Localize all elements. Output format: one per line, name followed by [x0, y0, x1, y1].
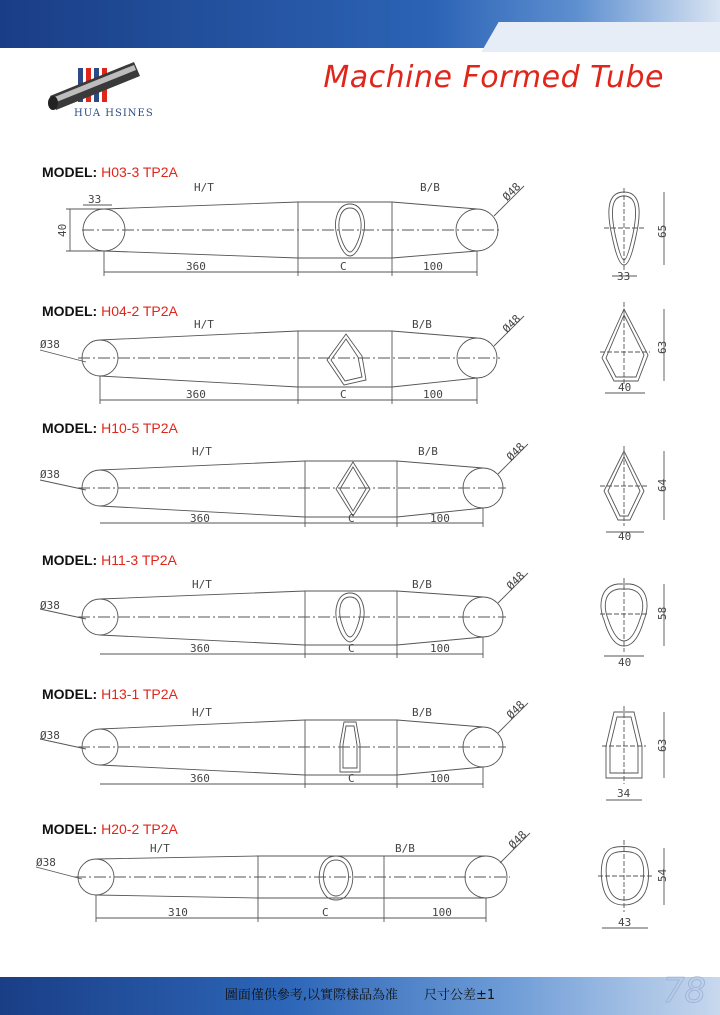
section-h-2: 63	[656, 340, 669, 354]
dia-left-5: Ø38	[40, 729, 60, 742]
dia-right-3: Ø48	[504, 440, 528, 464]
len1-3: 360	[190, 512, 210, 525]
section-w-2: 40	[618, 381, 632, 394]
len1-1: 360	[186, 260, 206, 273]
len2-1: C	[340, 260, 347, 273]
tube-drawing-2	[40, 312, 524, 404]
len3-4: 100	[430, 642, 450, 655]
ht-label-5: H/T	[192, 706, 212, 719]
left-extra-1: 33	[88, 193, 102, 206]
ht-label-6: H/T	[150, 842, 170, 855]
tube-drawing-3	[40, 440, 528, 527]
cross-section-4	[600, 578, 669, 669]
section-w-1: 33	[617, 270, 631, 283]
len3-2: 100	[423, 388, 443, 401]
len3-6: 100	[432, 906, 452, 919]
len2-5: C	[348, 772, 355, 785]
bb-label-4: B/B	[412, 578, 432, 591]
section-h-6: 54	[656, 868, 669, 882]
ht-label-4: H/T	[192, 578, 212, 591]
dia-right-6: Ø48	[506, 828, 530, 852]
ht-label-2: H/T	[194, 318, 214, 331]
section-w-3: 40	[618, 530, 632, 543]
section-w-5: 34	[617, 787, 631, 800]
bb-label-2: B/B	[412, 318, 432, 331]
footer-note: 圖面僅供參考,以實際樣品為准 尺寸公差±1	[224, 988, 496, 1003]
dia-right-5: Ø48	[504, 698, 528, 722]
model-label-1: MODEL: H03-3 TP2A	[42, 164, 178, 180]
brand-name: HUA HSINES	[74, 108, 154, 119]
model-label-5: MODEL: H13-1 TP2A	[42, 686, 178, 702]
dia-left-3: Ø38	[40, 468, 60, 481]
len3-5: 100	[430, 772, 450, 785]
page-number: 78	[662, 971, 706, 1011]
len2-6: C	[322, 906, 329, 919]
section-h-5: 63	[656, 738, 669, 752]
dia-left-6: Ø38	[36, 856, 56, 869]
dia-right-2: Ø48	[500, 312, 524, 336]
model-label-3: MODEL: H10-5 TP2A	[42, 420, 178, 436]
len1-2: 360	[186, 388, 206, 401]
ht-label-1: H/T	[194, 181, 214, 194]
dia-right-4: Ø48	[504, 569, 528, 593]
bb-label-3: B/B	[418, 445, 438, 458]
tube-drawing-1	[56, 180, 524, 276]
len2-3: C	[348, 512, 355, 525]
len1-6: 310	[168, 906, 188, 919]
dia-left-1: 40	[56, 223, 69, 237]
model-label-2: MODEL: H04-2 TP2A	[42, 303, 178, 319]
cross-section-6	[598, 840, 669, 929]
len1-4: 360	[190, 642, 210, 655]
dia-left-4: Ø38	[40, 599, 60, 612]
ht-label-3: H/T	[192, 445, 212, 458]
tube-drawing-6	[36, 828, 530, 922]
section-h-3: 64	[656, 478, 669, 492]
bb-label-1: B/B	[420, 181, 440, 194]
section-h-4: 58	[656, 606, 669, 620]
cross-section-1	[604, 188, 669, 283]
section-w-6: 43	[618, 916, 632, 929]
len2-2: C	[340, 388, 347, 401]
model-label-6: MODEL: H20-2 TP2A	[42, 821, 178, 837]
len2-4: C	[348, 642, 355, 655]
section-h-1: 65	[656, 224, 669, 238]
tube-drawing-5	[40, 698, 528, 788]
len1-5: 360	[190, 772, 210, 785]
cross-section-3	[600, 446, 669, 543]
dia-right-1: Ø48	[500, 180, 524, 204]
cross-section-5	[602, 706, 669, 800]
cross-section-2	[600, 302, 669, 394]
tube-drawing-4	[40, 569, 528, 658]
model-label-4: MODEL: H11-3 TP2A	[42, 552, 177, 568]
dia-left-2: Ø38	[40, 338, 60, 351]
bb-label-5: B/B	[412, 706, 432, 719]
bb-label-6: B/B	[395, 842, 415, 855]
len3-1: 100	[423, 260, 443, 273]
len3-3: 100	[430, 512, 450, 525]
section-w-4: 40	[618, 656, 632, 669]
page-title: Machine Formed Tube	[323, 60, 664, 95]
